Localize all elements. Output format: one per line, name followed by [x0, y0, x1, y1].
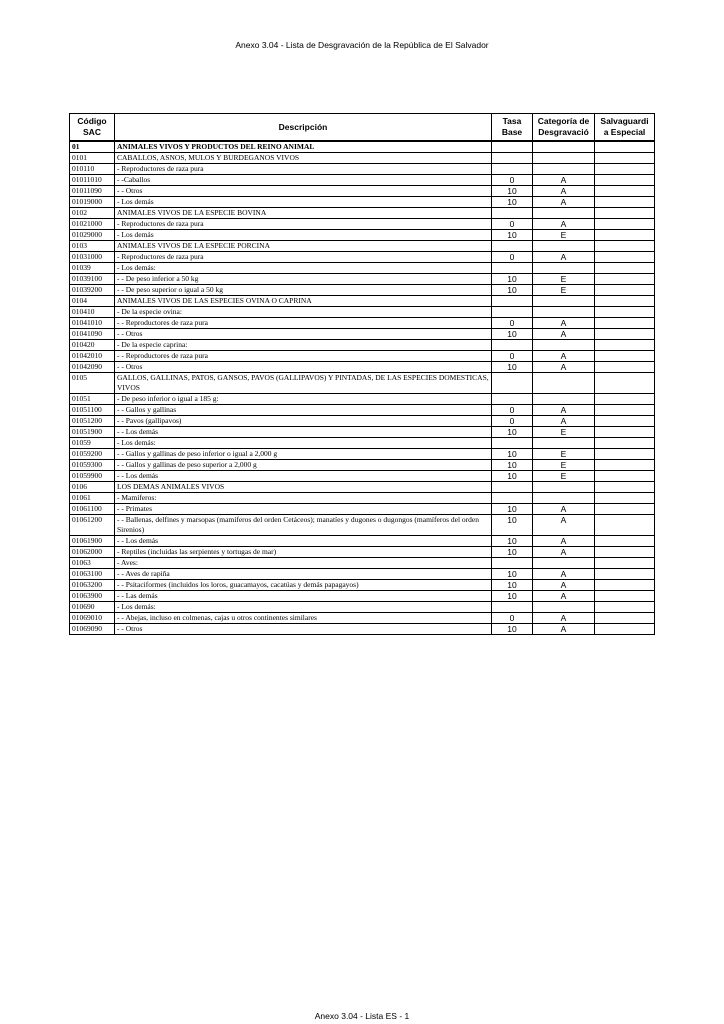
row-code: 01069010 [70, 613, 115, 624]
row-category: A [533, 547, 595, 558]
row-code: 01059 [70, 438, 115, 449]
row-category: A [533, 219, 595, 230]
row-category [533, 141, 595, 153]
table-row [70, 394, 655, 405]
row-safeguard [595, 153, 655, 164]
table-row [70, 230, 655, 241]
table-row [70, 580, 655, 591]
row-base-rate [492, 296, 533, 307]
row-base-rate: 10 [492, 547, 533, 558]
row-base-rate: 10 [492, 186, 533, 197]
row-base-rate: 0 [492, 351, 533, 362]
row-code: 01063100 [70, 569, 115, 580]
row-safeguard [595, 460, 655, 471]
row-code: 01011010 [70, 175, 115, 186]
row-base-rate: 10 [492, 427, 533, 438]
table-row [70, 373, 655, 394]
row-base-rate: 0 [492, 318, 533, 329]
row-base-rate [492, 241, 533, 252]
row-base-rate [492, 164, 533, 175]
table-row [70, 482, 655, 493]
row-code: 01051200 [70, 416, 115, 427]
table-header-row [70, 114, 655, 142]
row-base-rate [492, 373, 533, 394]
row-safeguard [595, 602, 655, 613]
row-category [533, 373, 595, 394]
row-category: E [533, 427, 595, 438]
row-category: A [533, 175, 595, 186]
row-description: - - Gallos y gallinas [115, 405, 492, 416]
table-row [70, 493, 655, 504]
row-code: 01051100 [70, 405, 115, 416]
row-base-rate: 10 [492, 515, 533, 536]
row-code: 01011090 [70, 186, 115, 197]
column-header-code: Código SAC [70, 114, 115, 142]
row-description: - Los demás: [115, 602, 492, 613]
row-code: 010690 [70, 602, 115, 613]
row-base-rate [492, 438, 533, 449]
table-row [70, 197, 655, 208]
row-safeguard [595, 449, 655, 460]
row-safeguard [595, 219, 655, 230]
row-description: - - Los demás [115, 427, 492, 438]
row-safeguard [595, 394, 655, 405]
row-base-rate: 10 [492, 569, 533, 580]
row-description: - De la especie caprina: [115, 340, 492, 351]
row-safeguard [595, 296, 655, 307]
row-safeguard [595, 471, 655, 482]
row-base-rate [492, 307, 533, 318]
row-description: - - Psitaciformes (incluidos los loros, guacamayos, cacatúas y demás papagayos) [115, 580, 492, 591]
row-description: GALLOS, GALLINAS, PATOS, GANSOS, PAVOS (GALLIPAVOS) Y PINTADAS, DE LAS ESPECIES DOMESTICAS, VIVOS [115, 373, 492, 394]
row-code: 01039 [70, 263, 115, 274]
row-description: - - Otros [115, 329, 492, 340]
row-code: 01062000 [70, 547, 115, 558]
table-row [70, 471, 655, 482]
row-code: 01039100 [70, 274, 115, 285]
row-code: 0101 [70, 153, 115, 164]
row-safeguard [595, 141, 655, 153]
row-code: 01021000 [70, 219, 115, 230]
row-base-rate: 10 [492, 274, 533, 285]
row-category [533, 164, 595, 175]
row-description: - - Ballenas, delfines y marsopas (mamíferos del orden Cetáceos); manatíes y dugones o dugongos (mamíferos del orden Sirenios) [115, 515, 492, 536]
row-category: A [533, 613, 595, 624]
row-description: - Reproductores de raza pura [115, 252, 492, 263]
row-code: 01 [70, 141, 115, 153]
table-row [70, 153, 655, 164]
row-category [533, 296, 595, 307]
row-description: - - Reproductores de raza pura [115, 318, 492, 329]
row-base-rate [492, 493, 533, 504]
row-base-rate: 10 [492, 580, 533, 591]
table-row [70, 186, 655, 197]
row-code: 01061 [70, 493, 115, 504]
row-description: - - Otros [115, 186, 492, 197]
table-row [70, 164, 655, 175]
row-code: 01029000 [70, 230, 115, 241]
row-description: - Reproductores de raza pura [115, 164, 492, 175]
row-safeguard [595, 373, 655, 394]
row-safeguard [595, 307, 655, 318]
table-row [70, 427, 655, 438]
row-safeguard [595, 186, 655, 197]
row-category: E [533, 449, 595, 460]
row-safeguard [595, 580, 655, 591]
row-code: 01041090 [70, 329, 115, 340]
table-row [70, 416, 655, 427]
row-description: - Los demás [115, 197, 492, 208]
row-code: 01059300 [70, 460, 115, 471]
column-header-safeguard: Salvaguardi a Especial [595, 114, 655, 142]
row-description: ANIMALES VIVOS DE LA ESPECIE BOVINA [115, 208, 492, 219]
table-row [70, 274, 655, 285]
row-category [533, 438, 595, 449]
row-code: 01063900 [70, 591, 115, 602]
row-base-rate: 10 [492, 329, 533, 340]
table-row [70, 307, 655, 318]
row-description: ANIMALES VIVOS DE LA ESPECIE PORCINA [115, 241, 492, 252]
row-base-rate: 0 [492, 405, 533, 416]
row-safeguard [595, 175, 655, 186]
row-safeguard [595, 285, 655, 296]
row-safeguard [595, 482, 655, 493]
row-category: E [533, 471, 595, 482]
row-base-rate [492, 482, 533, 493]
row-safeguard [595, 197, 655, 208]
table-row [70, 438, 655, 449]
row-category: A [533, 197, 595, 208]
row-base-rate: 10 [492, 449, 533, 460]
table-row [70, 296, 655, 307]
row-code: 010410 [70, 307, 115, 318]
row-base-rate: 10 [492, 504, 533, 515]
row-category: A [533, 504, 595, 515]
row-base-rate: 10 [492, 591, 533, 602]
table-row [70, 504, 655, 515]
row-safeguard [595, 329, 655, 340]
table-row [70, 241, 655, 252]
row-code: 01051900 [70, 427, 115, 438]
page-header-title: Anexo 3.04 - Lista de Desgravación de la República de El Salvador [235, 40, 489, 50]
row-safeguard [595, 493, 655, 504]
row-safeguard [595, 362, 655, 373]
row-code: 01061100 [70, 504, 115, 515]
row-description: - Los demás [115, 230, 492, 241]
row-category: E [533, 285, 595, 296]
row-category [533, 153, 595, 164]
row-category [533, 394, 595, 405]
row-description: - Aves: [115, 558, 492, 569]
row-description: - Los demás: [115, 438, 492, 449]
row-safeguard [595, 351, 655, 362]
row-description: - - Las demás [115, 591, 492, 602]
row-code: 01031000 [70, 252, 115, 263]
row-category: A [533, 580, 595, 591]
row-code: 0103 [70, 241, 115, 252]
row-description: - - De peso superior o igual a 50 kg [115, 285, 492, 296]
row-category [533, 340, 595, 351]
row-code: 01042090 [70, 362, 115, 373]
row-code: 010420 [70, 340, 115, 351]
row-category: E [533, 460, 595, 471]
row-code: 01039200 [70, 285, 115, 296]
table-row [70, 351, 655, 362]
row-category: A [533, 252, 595, 263]
row-safeguard [595, 515, 655, 536]
row-category [533, 241, 595, 252]
row-category: A [533, 318, 595, 329]
row-base-rate: 0 [492, 175, 533, 186]
row-category [533, 482, 595, 493]
row-description: - -Caballos [115, 175, 492, 186]
row-description: - - Otros [115, 624, 492, 635]
row-description: - - Otros [115, 362, 492, 373]
row-category: A [533, 591, 595, 602]
row-code: 0105 [70, 373, 115, 394]
table-row [70, 602, 655, 613]
column-header-description: Descripción [115, 114, 492, 142]
table-row [70, 515, 655, 536]
row-base-rate: 10 [492, 471, 533, 482]
row-description: - - Aves de rapiña [115, 569, 492, 580]
row-code: 0102 [70, 208, 115, 219]
table-row [70, 449, 655, 460]
row-base-rate: 10 [492, 460, 533, 471]
row-safeguard [595, 438, 655, 449]
table-row [70, 252, 655, 263]
row-code: 01059200 [70, 449, 115, 460]
row-description: - - Gallos y gallinas de peso superior a 2,000 g [115, 460, 492, 471]
row-safeguard [595, 504, 655, 515]
row-base-rate [492, 340, 533, 351]
row-code: 010110 [70, 164, 115, 175]
row-description: LOS DEMAS ANIMALES VIVOS [115, 482, 492, 493]
row-code: 01019000 [70, 197, 115, 208]
row-description: ANIMALES VIVOS DE LAS ESPECIES OVINA O CAPRINA [115, 296, 492, 307]
table-body [70, 141, 655, 635]
row-category: A [533, 362, 595, 373]
row-base-rate: 10 [492, 536, 533, 547]
row-code: 0106 [70, 482, 115, 493]
row-safeguard [595, 405, 655, 416]
row-description: CABALLOS, ASNOS, MULOS Y BURDEGANOS VIVOS [115, 153, 492, 164]
row-description: - - Los demás [115, 536, 492, 547]
row-description: - Reptiles (incluidas las serpientes y tortugas de mar) [115, 547, 492, 558]
row-description: ANIMALES VIVOS Y PRODUCTOS DEL REINO ANIMAL [115, 141, 492, 153]
row-base-rate [492, 558, 533, 569]
row-code: 01051 [70, 394, 115, 405]
table-row [70, 219, 655, 230]
column-header-category: Categoría de Desgravació [533, 114, 595, 142]
row-description: - Los demás: [115, 263, 492, 274]
row-base-rate: 10 [492, 230, 533, 241]
table-row [70, 285, 655, 296]
row-base-rate [492, 208, 533, 219]
tariff-schedule-table [69, 113, 655, 635]
row-code: 01063 [70, 558, 115, 569]
row-safeguard [595, 318, 655, 329]
row-description: - - De peso inferior a 50 kg [115, 274, 492, 285]
table-row [70, 613, 655, 624]
row-category: A [533, 186, 595, 197]
table-row [70, 329, 655, 340]
row-safeguard [595, 613, 655, 624]
row-category: A [533, 351, 595, 362]
row-base-rate [492, 602, 533, 613]
row-description: - - Gallos y gallinas de peso inferior o igual a 2,000 g [115, 449, 492, 460]
row-code: 01042010 [70, 351, 115, 362]
row-code: 01063200 [70, 580, 115, 591]
row-safeguard [595, 208, 655, 219]
row-description: - Reproductores de raza pura [115, 219, 492, 230]
row-base-rate: 0 [492, 613, 533, 624]
page-footer: Anexo 3.04 - Lista ES - 1 [314, 1011, 410, 1021]
row-category [533, 307, 595, 318]
row-category: A [533, 536, 595, 547]
row-code: 01041010 [70, 318, 115, 329]
row-category: A [533, 329, 595, 340]
row-safeguard [595, 274, 655, 285]
row-code: 01061900 [70, 536, 115, 547]
row-category: E [533, 274, 595, 285]
row-category: A [533, 416, 595, 427]
row-description: - - Primates [115, 504, 492, 515]
table-row [70, 405, 655, 416]
table-row [70, 547, 655, 558]
row-safeguard [595, 427, 655, 438]
row-base-rate: 0 [492, 416, 533, 427]
row-safeguard [595, 340, 655, 351]
table-row [70, 558, 655, 569]
row-category: A [533, 624, 595, 635]
row-base-rate [492, 153, 533, 164]
row-base-rate [492, 141, 533, 153]
row-description: - - Abejas, incluso en colmenas, cajas u otros continentes similares [115, 613, 492, 624]
table-row [70, 624, 655, 635]
row-description: - Mamíferos: [115, 493, 492, 504]
row-safeguard [595, 558, 655, 569]
row-base-rate [492, 394, 533, 405]
row-base-rate [492, 263, 533, 274]
row-safeguard [595, 416, 655, 427]
table-row [70, 569, 655, 580]
row-description: - - Pavos (gallipavos) [115, 416, 492, 427]
row-code: 01059900 [70, 471, 115, 482]
table-row [70, 340, 655, 351]
row-code: 0104 [70, 296, 115, 307]
table-row [70, 591, 655, 602]
row-safeguard [595, 263, 655, 274]
row-safeguard [595, 164, 655, 175]
row-base-rate: 0 [492, 252, 533, 263]
row-description: - - Los demás [115, 471, 492, 482]
table-row [70, 175, 655, 186]
row-category: A [533, 569, 595, 580]
row-category: E [533, 230, 595, 241]
row-description: - De peso inferior o igual a 185 g: [115, 394, 492, 405]
row-base-rate: 10 [492, 197, 533, 208]
row-base-rate: 10 [492, 362, 533, 373]
row-safeguard [595, 536, 655, 547]
table-row [70, 536, 655, 547]
column-header-rate: Tasa Base [492, 114, 533, 142]
row-base-rate: 0 [492, 219, 533, 230]
row-category: A [533, 515, 595, 536]
table-row [70, 208, 655, 219]
row-category [533, 602, 595, 613]
row-code: 01061200 [70, 515, 115, 536]
row-category [533, 558, 595, 569]
table-row [70, 362, 655, 373]
table-row [70, 263, 655, 274]
row-base-rate: 10 [492, 624, 533, 635]
row-safeguard [595, 241, 655, 252]
row-safeguard [595, 547, 655, 558]
row-base-rate: 10 [492, 285, 533, 296]
row-code: 01069090 [70, 624, 115, 635]
row-safeguard [595, 591, 655, 602]
row-safeguard [595, 252, 655, 263]
row-safeguard [595, 624, 655, 635]
row-description: - - Reproductores de raza pura [115, 351, 492, 362]
row-safeguard [595, 569, 655, 580]
row-category [533, 493, 595, 504]
row-safeguard [595, 230, 655, 241]
row-category [533, 263, 595, 274]
row-description: - De la especie ovina: [115, 307, 492, 318]
row-category [533, 208, 595, 219]
table-row [70, 318, 655, 329]
table-row [70, 141, 655, 153]
table-row [70, 460, 655, 471]
row-category: A [533, 405, 595, 416]
